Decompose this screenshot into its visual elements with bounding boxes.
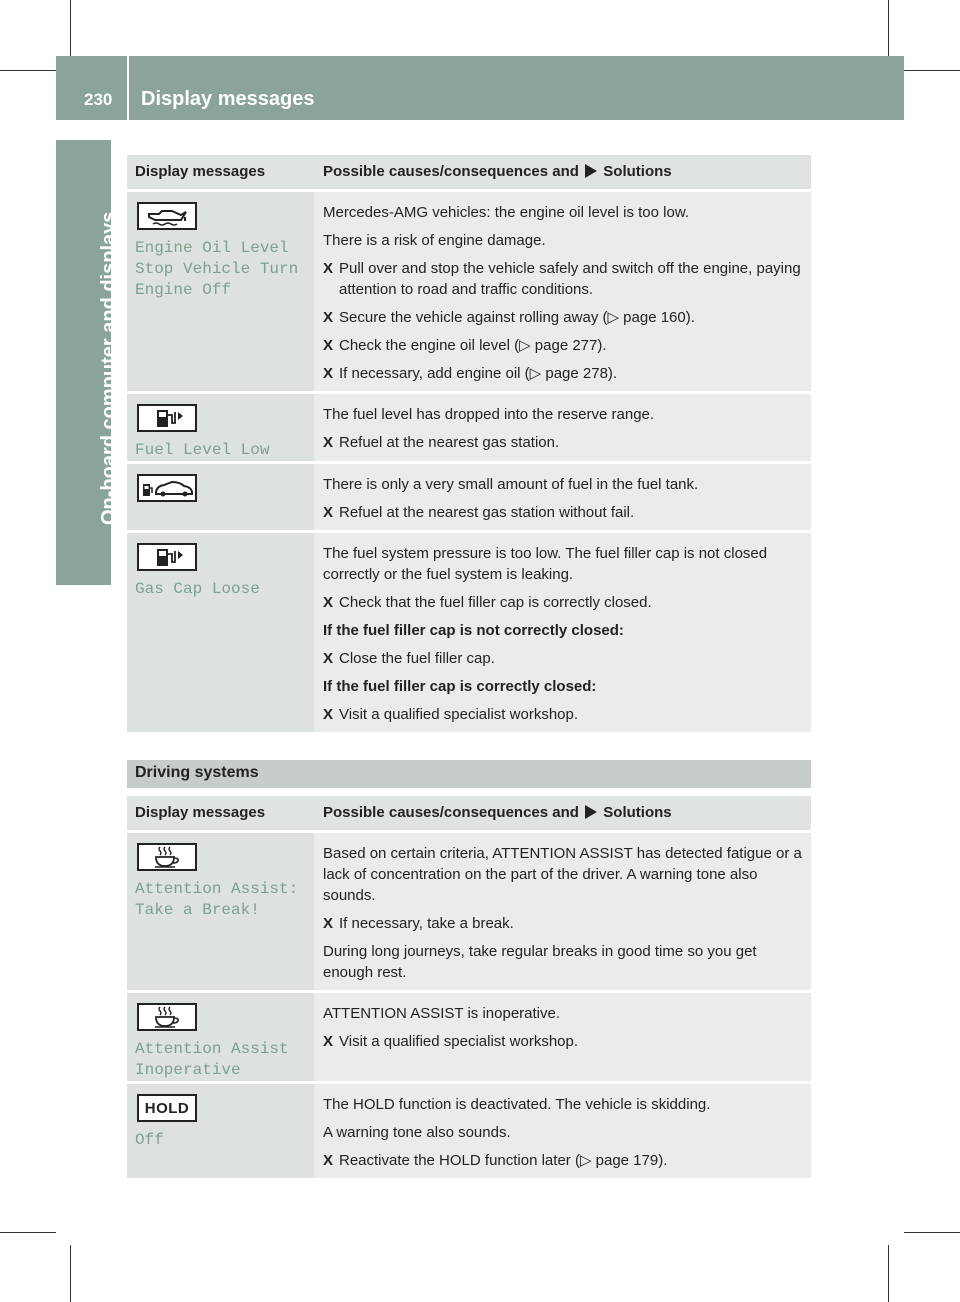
step-marker-icon: X — [323, 706, 334, 723]
solutions-cell — [314, 833, 811, 990]
column-header-causes-label: Possible causes/consequences and — [323, 163, 579, 180]
instruction-step — [323, 1150, 805, 1171]
solutions-cell — [314, 394, 811, 461]
header-divider — [127, 56, 129, 120]
hold-icon — [137, 1094, 197, 1122]
description-text: During long journeys, take regular breaks in good time so you get enough rest. — [323, 943, 757, 981]
display-message-text: Engine Oil Level Stop Vehicle Turn Engine Off — [135, 239, 299, 299]
table-body — [127, 192, 811, 732]
crop-mark — [888, 0, 889, 56]
description-text: There is a risk of engine damage. — [323, 232, 546, 249]
step-marker-icon: X — [323, 504, 334, 521]
instruction-step — [323, 648, 805, 669]
instruction-text: Check that the fuel filler cap is correctly closed. — [339, 594, 652, 611]
page-number: 230 — [84, 90, 113, 109]
table-row — [127, 833, 811, 990]
instruction-step — [323, 913, 805, 934]
crop-mark — [70, 0, 71, 56]
page-title: Display messages — [141, 88, 315, 110]
instruction-step — [323, 502, 805, 523]
step-marker-icon: X — [323, 260, 334, 277]
instruction-step — [323, 1031, 805, 1052]
display-message-cell — [127, 394, 314, 461]
instruction-step — [323, 432, 805, 453]
description-text: The fuel system pressure is too low. The fuel filler cap is not closed correctly or the fuel system is leaking. — [323, 545, 768, 583]
instruction-step — [323, 258, 805, 300]
column-header-causes-label: Possible causes/consequences and — [323, 804, 579, 821]
display-message-text: Fuel Level Low — [135, 441, 270, 459]
condition-heading: If the fuel filler cap is correctly closed: — [323, 678, 597, 695]
display-message-cell — [127, 192, 314, 391]
instruction-text: Secure the vehicle against rolling away (▷ page 160). — [339, 309, 695, 326]
step-marker-icon: X — [323, 1152, 334, 1169]
table-row — [127, 533, 811, 732]
description-text: There is only a very small amount of fuel in the fuel tank. — [323, 476, 699, 493]
display-message-text: Attention Assist Inoperative — [135, 1040, 289, 1079]
table-body — [127, 833, 811, 1178]
display-messages-table — [127, 155, 811, 735]
crop-mark — [0, 1232, 56, 1233]
condition-heading: If the fuel filler cap is not correctly closed: — [323, 622, 624, 639]
display-message-cell — [127, 1084, 314, 1178]
step-marker-icon: X — [323, 309, 334, 326]
fuel-pump-icon — [137, 404, 197, 432]
table-row — [127, 993, 811, 1081]
step-marker-icon: X — [323, 594, 334, 611]
instruction-text: Refuel at the nearest gas station without fail. — [339, 504, 635, 521]
table-header — [127, 796, 811, 830]
fuel-car-icon — [137, 474, 197, 502]
side-tab-label: On-board computer and displays — [98, 211, 120, 525]
instruction-text: Refuel at the nearest gas station. — [339, 434, 560, 451]
table-row — [127, 464, 811, 530]
coffee-cup-icon — [137, 1003, 197, 1031]
display-message-text: Gas Cap Loose — [135, 580, 260, 598]
instruction-text: Close the fuel filler cap. — [339, 650, 495, 667]
table-row — [127, 192, 811, 391]
arrow-icon — [585, 164, 597, 178]
description-text: A warning tone also sounds. — [323, 1124, 511, 1141]
section-title: Driving systems — [127, 760, 811, 788]
column-header-display: Display messages — [135, 804, 266, 821]
fuel-pump-icon — [137, 543, 197, 571]
instruction-step — [323, 704, 805, 725]
solutions-cell — [314, 993, 811, 1081]
description-text: The HOLD function is deactivated. The vehicle is skidding. — [323, 1096, 711, 1113]
step-marker-icon: X — [323, 915, 334, 932]
column-header-causes — [314, 796, 811, 830]
instruction-step — [323, 592, 805, 613]
column-header-display: Display messages — [135, 163, 266, 180]
description-text: Mercedes-AMG vehicles: the engine oil level is too low. — [323, 204, 690, 221]
display-message-cell — [127, 464, 314, 530]
solutions-cell — [314, 533, 811, 732]
display-message-cell — [127, 993, 314, 1081]
crop-mark — [904, 1232, 960, 1233]
instruction-step — [323, 363, 805, 384]
column-header-causes — [314, 155, 811, 189]
description-text: ATTENTION ASSIST is inoperative. — [323, 1005, 561, 1022]
table-header — [127, 155, 811, 189]
step-marker-icon: X — [323, 337, 334, 354]
crop-mark — [0, 70, 56, 71]
engine-oil-icon — [137, 202, 197, 230]
driving-systems-table — [127, 796, 811, 1181]
instruction-text: If necessary, add engine oil (▷ page 278). — [339, 365, 618, 382]
step-marker-icon: X — [323, 434, 334, 451]
table-row — [127, 394, 811, 461]
instruction-text: If necessary, take a break. — [339, 915, 514, 932]
description-text: Based on certain criteria, ATTENTION ASSIST has detected fatigue or a lack of concentration on the part of the driver. A warning tone also sounds. — [323, 845, 802, 904]
instruction-text: Reactivate the HOLD function later (▷ page 179). — [339, 1152, 668, 1169]
solutions-cell — [314, 192, 811, 391]
table-row — [127, 1084, 811, 1178]
display-message-cell — [127, 533, 314, 732]
instruction-text: Pull over and stop the vehicle safely and switch off the engine, paying attention to road and traffic conditions. — [339, 260, 801, 298]
step-marker-icon: X — [323, 365, 334, 382]
crop-mark — [904, 70, 960, 71]
display-message-text: Off — [135, 1131, 164, 1149]
coffee-cup-icon — [137, 843, 197, 871]
description-text: The fuel level has dropped into the reserve range. — [323, 406, 655, 423]
crop-mark — [70, 1245, 71, 1302]
display-message-text: Attention Assist: Take a Break! — [135, 880, 299, 919]
instruction-text: Check the engine oil level (▷ page 277). — [339, 337, 607, 354]
column-header-solutions-label: Solutions — [603, 804, 672, 821]
instruction-text: Visit a qualified specialist workshop. — [339, 706, 579, 723]
solutions-cell — [314, 464, 811, 530]
step-marker-icon: X — [323, 1033, 334, 1050]
arrow-icon — [585, 805, 597, 819]
column-header-solutions-label: Solutions — [603, 163, 672, 180]
crop-mark — [888, 1245, 889, 1302]
instruction-step — [323, 307, 805, 328]
instruction-text: Visit a qualified specialist workshop. — [339, 1033, 579, 1050]
hold-icon-label: HOLD — [144, 1099, 190, 1117]
instruction-step — [323, 335, 805, 356]
display-message-cell — [127, 833, 314, 990]
solutions-cell — [314, 1084, 811, 1178]
step-marker-icon: X — [323, 650, 334, 667]
